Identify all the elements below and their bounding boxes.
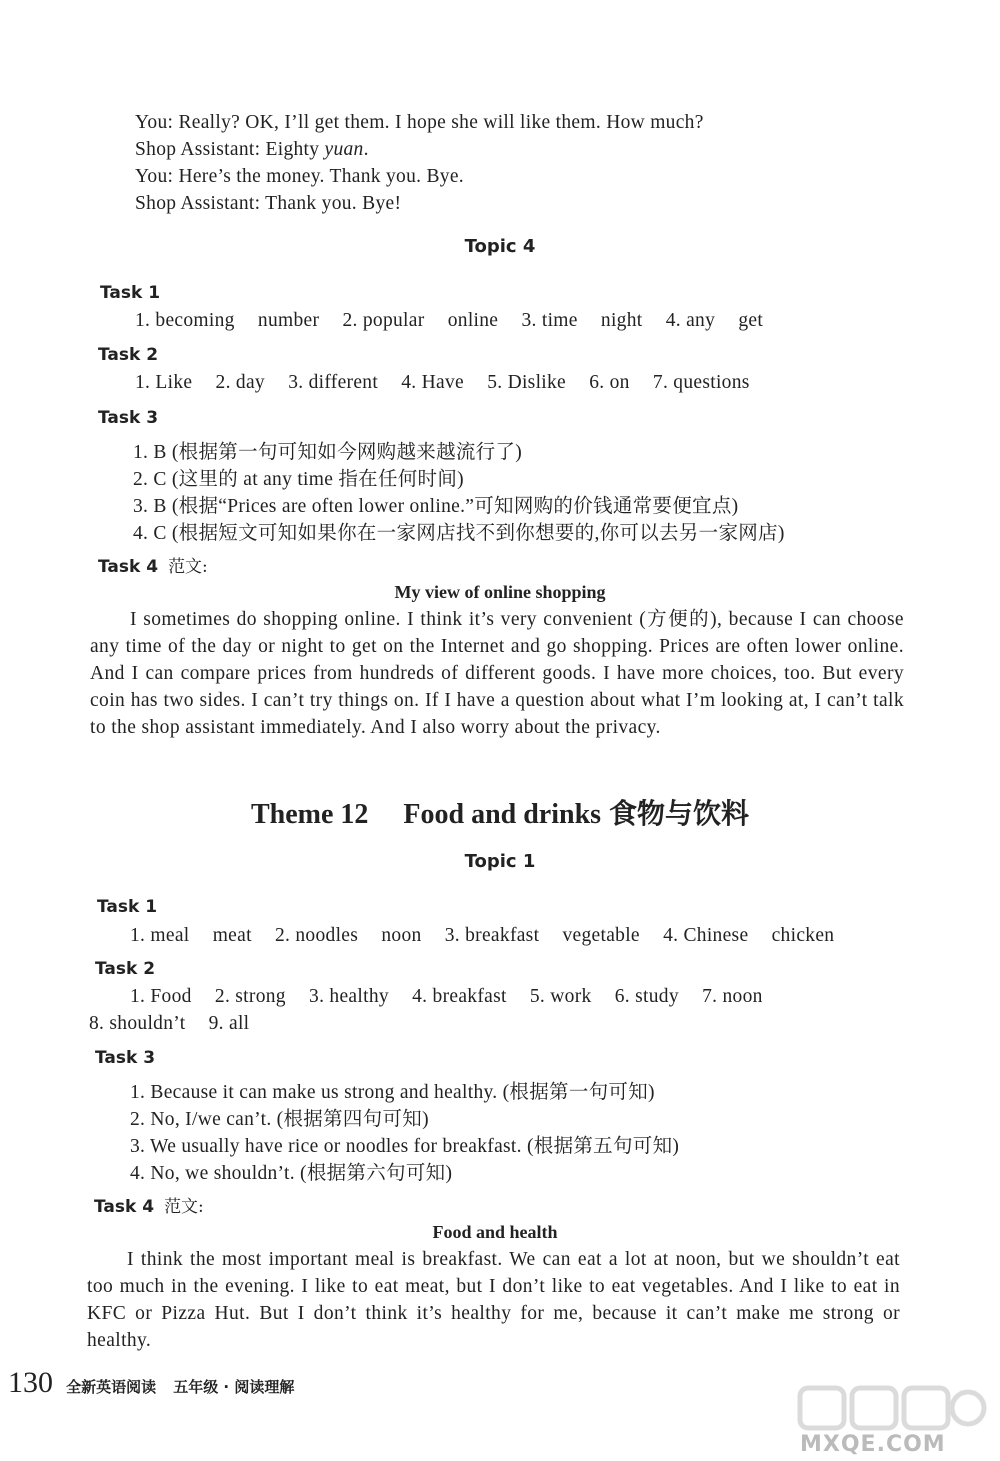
- dialogue-text: Thank you. Bye!: [265, 193, 402, 214]
- book-grade: 五年级 · 阅读理解: [173, 1378, 295, 1396]
- answer: 1. becoming: [135, 310, 235, 331]
- answer: 3. different: [288, 372, 379, 393]
- dialogue-text: Here’s the money. Thank you. Bye.: [178, 166, 464, 187]
- book-title: 全新英语阅读: [66, 1378, 157, 1396]
- dialogue-line-2: [135, 139, 369, 161]
- answer: 4. Have: [401, 372, 464, 393]
- dialogue-text: Eighty: [265, 139, 320, 160]
- answer: 4. breakfast: [412, 986, 507, 1007]
- essay-title: My view of online shopping: [394, 582, 606, 602]
- answer-line: 3. We usually have rice or noodles for breakfast. (根据第五句可知): [130, 1136, 680, 1157]
- page-footer: [8, 1366, 294, 1400]
- task-label: Task 3: [98, 408, 159, 428]
- answer: number: [257, 310, 320, 331]
- answer-line: [130, 925, 852, 947]
- answer: 4. any: [665, 310, 716, 331]
- theme-title-chinese: 食物与饮料: [609, 799, 750, 830]
- theme-heading: [0, 792, 1000, 832]
- answer-line: [89, 1013, 267, 1035]
- essay-title: Food and health: [432, 1222, 558, 1242]
- answer: 1. Like: [135, 372, 193, 393]
- answer: 3. breakfast: [444, 925, 540, 946]
- answer: get: [738, 310, 764, 331]
- answer-line: 2. No, I/we can’t. (根据第四句可知): [130, 1109, 429, 1130]
- task-label: Task 2: [95, 959, 156, 979]
- answer-line: [135, 372, 768, 394]
- theme-title: Food and drinks: [403, 799, 602, 830]
- theme-number: Theme 12: [250, 799, 369, 830]
- answer-line: 3. B (根据“Prices are often lower online.”可知网购的价钱通常要便宜点): [133, 496, 739, 517]
- task-label: Task 4 范文:: [98, 557, 208, 577]
- answer: 9. all: [208, 1013, 250, 1034]
- task-label: Task 2: [98, 345, 159, 365]
- answer: 6. on: [589, 372, 630, 393]
- dialogue-end: .: [363, 139, 369, 160]
- watermark-text: MXQE.COM: [800, 1432, 946, 1457]
- essay-paragraph: I sometimes do shopping online. I think it’s very convenient (方便的), because I can choose any time of the day or night to get on the Internet and go shopping. Prices are often lower online. And I can compare prices from hundreds of different goods. I have more choices, too. But every coin has two sides. I can’t try things on. If I have a question about what I’m looking at, I can’t talk to the shop assistant immediately. And I also worry about the privacy.: [90, 609, 904, 738]
- answer-line: [130, 986, 781, 1008]
- answer: 1. meal: [130, 925, 190, 946]
- answer-line: 4. C (根据短文可知如果你在一家网店找不到你想要的,你可以去另一家网店): [133, 523, 785, 544]
- answer-line: 1. Because it can make us strong and healthy. (根据第一句可知): [130, 1082, 655, 1103]
- answer: 2. day: [215, 372, 265, 393]
- answer: 2. popular: [342, 310, 425, 331]
- task-label: Task 1: [97, 897, 158, 917]
- answer: 3. healthy: [309, 986, 389, 1007]
- answer: 5. Dislike: [487, 372, 567, 393]
- answer: night: [600, 310, 643, 331]
- sample-label: 范文:: [164, 1197, 204, 1217]
- page-number: 130: [8, 1366, 53, 1399]
- answer: online: [447, 310, 499, 331]
- answer: 4. Chinese: [663, 925, 749, 946]
- answer: meat: [212, 925, 252, 946]
- answer-line: 1. B (根据第一句可知如今网购越来越流行了): [133, 442, 523, 463]
- essay-paragraph: I think the most important meal is breakfast. We can eat a lot at noon, but we shouldn’t eat too much in the evening. I like to eat meat, but I don’t like to eat vegetables. And I like to eat in KFC or Pizza Hut. But I don’t think it’s healthy for me, because it can’t make me strong or healthy.: [87, 1249, 900, 1351]
- speaker: You:: [135, 112, 174, 133]
- answer: 8. shouldn’t: [89, 1013, 186, 1034]
- answer: 2. noodles: [274, 925, 359, 946]
- answer: 7. noon: [702, 986, 763, 1007]
- dialogue-line-3: [135, 166, 464, 188]
- sample-label: 范文:: [168, 557, 208, 577]
- answer: 3. time: [521, 310, 578, 331]
- task-label: Task 4 范文:: [94, 1197, 204, 1217]
- answer: 2. strong: [214, 986, 286, 1007]
- dialogue-text: Really? OK, I’ll get them. I hope she will like them. How much?: [178, 112, 704, 133]
- speaker: You:: [135, 166, 174, 187]
- answer: 7. questions: [652, 372, 750, 393]
- answer: 6. study: [614, 986, 679, 1007]
- dialogue-line-4: [135, 193, 401, 215]
- answer: 1. Food: [130, 986, 192, 1007]
- dialogue-line-1: [135, 112, 704, 134]
- answer: noon: [381, 925, 422, 946]
- dialogue-italic: yuan: [324, 139, 364, 160]
- answer: vegetable: [562, 925, 640, 946]
- answer-line: 4. No, we shouldn’t. (根据第六句可知): [130, 1163, 453, 1184]
- task-label: Task 3: [95, 1048, 156, 1068]
- speaker: Shop Assistant:: [135, 193, 261, 214]
- answer-line: [135, 310, 781, 332]
- topic-heading: Topic 1: [464, 851, 536, 872]
- task-label: Task 1: [100, 283, 161, 303]
- answer: 5. work: [529, 986, 592, 1007]
- topic-heading: Topic 4: [464, 236, 536, 257]
- speaker: Shop Assistant:: [135, 139, 261, 160]
- answer-line: 2. C (这里的 at any time 指在任何时间): [133, 469, 464, 490]
- answer: chicken: [771, 925, 835, 946]
